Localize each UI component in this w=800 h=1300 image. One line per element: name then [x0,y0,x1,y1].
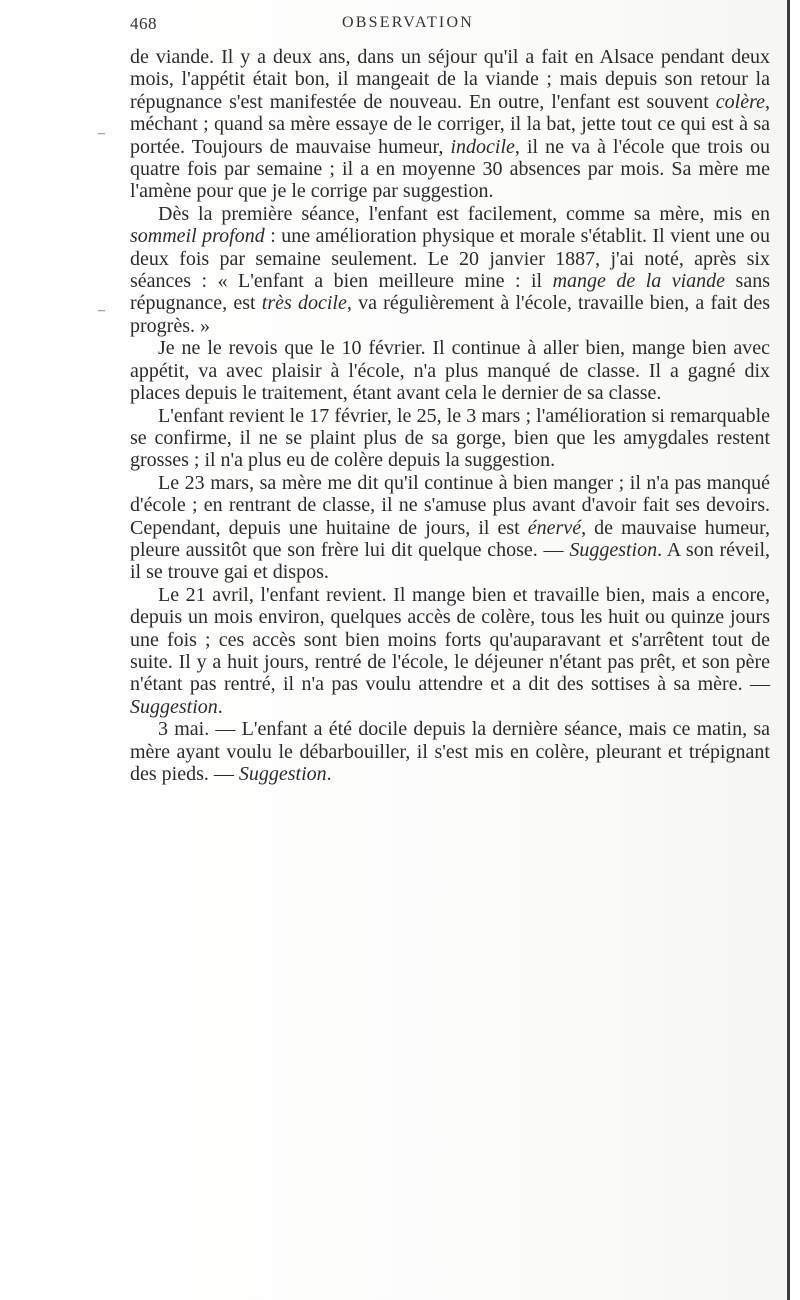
text-run: , de mauvaise humeur, pleure aussitôt que son frère lui dit quelque chose. — [130,516,770,561]
paragraph [130,46,770,203]
italic-text: Suggestion [130,695,218,718]
margin-dash-2: – [98,303,105,318]
paragraph [130,203,770,337]
text-run: . [326,763,332,785]
binding-edge-line [787,0,790,1300]
paragraph [130,718,770,785]
italic-text: indocile [450,135,515,158]
text-run: . [217,695,223,718]
text-run: , va régulièrement à l'école, travaille bien, a fait des progrès. » [130,292,770,337]
text-run: Dès la première séance, l'enfant est facilement, comme sa mère, mis en [158,202,770,225]
italic-text: sommeil profond [130,225,265,248]
text-run: L'enfant revient le 17 février, le 25, le 3 mars ; l'amélioration si remarquable se confirme, il ne se plaint plus de sa gorge, bien que les amygdales restent grosses ; il n'a plus eu de colère depuis la suggestion. [130,404,770,472]
text-run: : une amélioration physique et morale s'établit. Il vient une ou deux fois par semaine seulement. Le 20 janvier 1887, j'ai noté, après six séances : « L'enfant a bien meilleure mine : il [130,225,770,293]
italic-text: Suggestion [569,538,658,561]
text-run: sans répugnance, est [130,270,770,315]
margin-dash-1: – [98,126,105,141]
text-run: Le 23 mars, sa mère me dit qu'il continue à bien manger ; il n'a pas manqué d'école ; en rentrant de classe, il ne s'amuse plus avant d'avoir fait ses devoirs. Cependant, depuis une huitaine de jours, il est [130,471,770,539]
text-run: , méchant ; quand sa mère essaye de le corriger, il la bat, jette tout ce qui est à sa portée. Toujours de mauvaise humeur, [130,90,770,158]
page-header [130,14,770,38]
text-run: Je ne le revois que le 10 février. Il continue à aller bien, mange bien avec appétit, va avec plaisir à l'école, n'a plus manqué de classe. Il a gagné dix places depuis le traitement, étant avant cela le dernier de sa classe. [130,337,770,405]
italic-text: très docile [261,292,347,315]
paragraph [130,472,770,584]
text-run: de viande. Il y a deux ans, dans un séjour qu'il a fait en Alsace pendant deux mois, l'appétit était bon, il mangeait de la viande ; mais depuis son retour la répugnance s'est manifestée de nouveau. En outre, l'enfant est souvent [130,46,770,113]
running-head: OBSERVATION [342,14,474,31]
paragraph [130,584,770,718]
italic-text: mange de la viande [552,270,726,293]
paragraph [130,405,770,472]
page-number: 468 [130,14,157,33]
text-run: , il ne va à l'école que trois ou quatre fois par semaine ; il a en moyenne 30 absences par mois. Sa mère me l'amène pour que je le corrige par suggestion. [130,135,770,203]
italic-text: Suggestion [238,763,327,785]
italic-text: énervé [527,516,582,539]
text-run: 3 mai. — L'enfant a été docile depuis la dernière séance, mais ce matin, sa mère ayant voulu le débarbouiller, il s'est mis en colère, pleurant et trépignant des pieds. — [130,718,770,785]
paragraph [130,337,770,404]
body-text [130,46,770,785]
text-run: Le 21 avril, l'enfant revient. Il mange bien et travaille bien, mais a encore, depuis un mois environ, quelques accès de colère, tous les huit ou quinze jours une fois ; ces accès sont bien moins forts qu'auparavant et s'arrêtent tout de suite. Il y a huit jours, rentré de l'école, le déjeuner n'étant pas prêt, et son père n'étant pas rentré, il n'a pas voulu attendre et a dit des sottises à sa mère. — [130,583,770,696]
text-run: . A son réveil, il se trouve gai et dispos. [130,538,771,584]
italic-text: colère [715,90,765,113]
